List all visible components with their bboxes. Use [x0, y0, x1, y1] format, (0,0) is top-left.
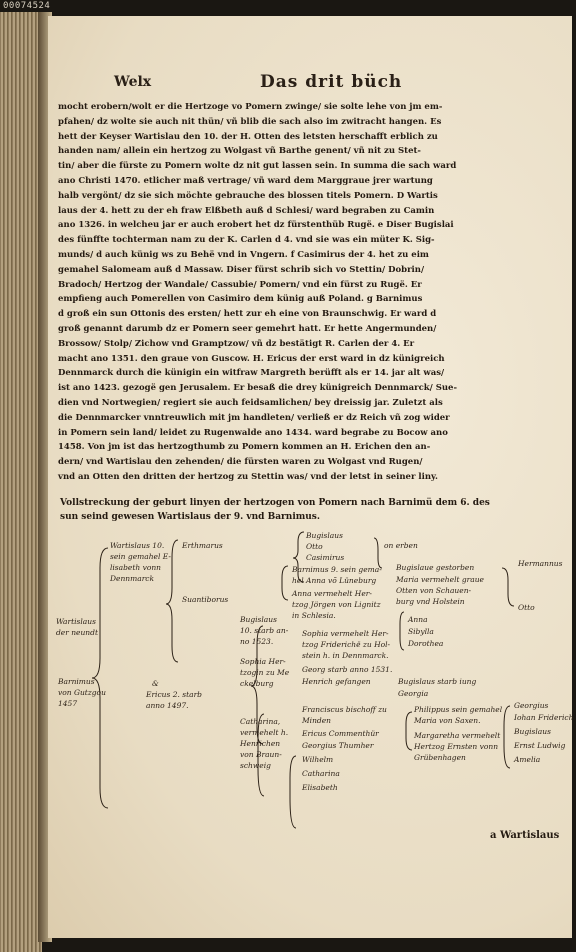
text-line: munds/ d auch künig ws zu Behë vnd in Vngern. f Casimirus der 4. het zu eim	[58, 249, 429, 260]
node-line: Wartislaus 10.	[110, 541, 165, 550]
page-number: Welx	[114, 74, 152, 90]
node-georgius-thumher: Georgius Thumher	[302, 741, 374, 750]
node-line: tzog Friderichë zu Hol-	[302, 640, 391, 649]
text-line: die Dennmarcker vnntreuwlich mit jm handleten/ verließ er dz Reich vñ zog wider	[58, 412, 450, 423]
node-ericus-commenthur: Ericus Commenthür	[302, 729, 379, 738]
node-henrich-gefangen: Henrich gefangen	[302, 677, 371, 686]
brace-anna	[400, 612, 404, 650]
node-line: Henrichen	[240, 739, 281, 748]
node-line: &	[152, 679, 159, 688]
node-line: Catharina,	[240, 717, 281, 726]
node-line: Bugislaus	[306, 531, 343, 540]
node-line: Barnimus	[58, 677, 95, 686]
node-line: Margaretha vermehelt	[414, 731, 501, 740]
text-line: Bradoch/ Hertzog der Wandale/ Cassubie/ Pomern/ vnd ein fürst zu Rugë. Er	[58, 279, 422, 290]
node-line: ckelburg	[240, 679, 274, 688]
node-sophia-friderich	[302, 628, 390, 661]
node-line: Barnimus 9. sein gema-	[292, 565, 382, 574]
node-line: 1457	[58, 699, 78, 708]
node-line: Sophia vermehelt Her-	[302, 629, 389, 638]
node-amelia: Amelia	[514, 755, 541, 764]
node-bugislaus-iung: Bugislaus starb iung	[398, 677, 477, 686]
node-line: vermehelt h.	[240, 728, 289, 737]
node-erthmarus: Erthmarus	[182, 541, 223, 550]
node-georgia: Georgia	[398, 689, 429, 698]
node-line: Wartislaus	[56, 617, 96, 626]
node-line: schweig	[240, 761, 271, 770]
brace-franciscus	[290, 756, 296, 828]
node-margaretha	[414, 730, 500, 763]
node-line: Ericus 2. starb	[146, 690, 202, 699]
node-catharina: Catharina	[302, 769, 340, 778]
running-head: Das drit büch	[260, 72, 403, 92]
body-text	[58, 100, 508, 485]
node-line: Casimirus	[306, 553, 345, 562]
text-line: Brossow/ Stolp/ Zichow vnd Gramptzow/ vñ dz bestätigt R. Carlen der 4. Er	[58, 338, 415, 349]
text-line: macht ano 1351. den graue von Guscow. H. Ericus der erst ward in dz künigreich	[58, 353, 445, 364]
text-line: ano Christi 1470. etlicher maß vertrage/ vñ ward dem Marggraue jrer wartung	[58, 175, 433, 186]
node-elisabeth: Elisabeth	[302, 783, 338, 792]
text-line: pfahen/ dz wolte sie auch nit thün/ vñ blib die sach also im zwitracht hangen. Es	[58, 116, 442, 127]
node-bugislaus-gestorben: Bugislaue gestorben	[396, 563, 475, 572]
node-line: Bugislaus	[240, 615, 277, 624]
node-sophia-meckelburg	[240, 656, 289, 689]
node-line: von Braun-	[240, 750, 282, 759]
node-bugislaus-10	[240, 614, 288, 647]
node-on-erben: on erben	[384, 541, 418, 550]
node-wilhelm: Wilhelm	[302, 755, 334, 764]
node-line: in Schlesia.	[292, 611, 336, 620]
text-line: Dennmarck durch die künigin ein witfraw Margreth berüfft als er 14. jar alt was/	[58, 368, 445, 379]
node-line: anno 1497.	[146, 701, 189, 710]
node-suantiborus: Suantiborus	[182, 595, 229, 604]
node-line: Maria vermehelt graue	[396, 575, 484, 584]
node-line: no 1523.	[240, 637, 274, 646]
node-line: Sophia Her-	[240, 657, 286, 666]
node-bugislaus: Bugislaus	[514, 727, 551, 736]
node-line: Hertzog Ernsten vonn	[414, 742, 499, 751]
scan-id-label: 00074524	[3, 1, 51, 11]
node-philippus	[414, 704, 502, 726]
node-line: von Gutzgou	[58, 688, 106, 697]
node-franciscus	[302, 704, 387, 726]
text-line: dien vnd Nortwegien/ regiert sie auch feidsamlichen/ bey dreissig jar. Zuletzt als	[58, 397, 443, 408]
node-wartislaus-10	[110, 540, 171, 584]
text-line: gemahel Salomeam auß d Massaw. Diser fürst schrib sich vo Stettin/ Dobrin/	[58, 264, 425, 275]
node-line: Minden	[302, 716, 331, 725]
node-ernst-ludwig: Ernst Ludwig	[514, 741, 566, 750]
node-anna: Anna	[408, 615, 428, 624]
brace-philippus-kids	[504, 706, 510, 768]
node-georg-1531: Georg starb anno 1531.	[302, 665, 393, 674]
node-line: sein gemahel E-	[110, 552, 171, 561]
node-line: lisabeth vonn	[110, 563, 161, 572]
text-line: laus der 4. hett zu der eh fraw Elßbeth auß d Schlesi/ ward begraben zu Camin	[58, 205, 435, 216]
node-georgius: Georgius	[514, 701, 549, 710]
text-line: in Pomern sein land/ leidet zu Rugenwalde ano 1434. ward begrabe zu Bocow ano	[58, 427, 448, 438]
node-line: Otto	[306, 542, 323, 551]
book-edge	[0, 12, 42, 952]
node-line: burg vnd Holstein	[396, 597, 465, 606]
brace-hermannus	[502, 568, 514, 606]
node-line: Grübenhagen	[414, 753, 466, 762]
node-anna-lignitz	[292, 588, 381, 621]
node-line: stein h. in Dennmarck.	[302, 651, 389, 660]
text-line: dern/ vnd Wartislau den zehenden/ die fürsten waren zu Wolgast vnd Rugen/	[58, 457, 423, 468]
node-line: hel Anna võ Lüneburg	[292, 576, 377, 585]
brace-philippus	[406, 712, 412, 750]
node-line: 10. starb an-	[240, 626, 289, 635]
text-line: hett der Keyser Wartislau den 10. der H. Otten des letsten herschafft erblich zu	[58, 131, 438, 142]
node-hermannus: Hermannus	[518, 559, 563, 568]
node-iohan-friderich: Iohan Friderich	[514, 713, 574, 722]
text-line: vnd an Otten den dritten der hertzog zu Stettin was/ vnd der letst in seiner liny.	[58, 471, 438, 482]
node-line: der neundt	[56, 628, 98, 637]
text-line: des fünffte tochterman nam zu der K. Carlen d 4. vnd sie was ein müter K. Sig-	[58, 235, 435, 246]
genealogy-tree	[48, 528, 572, 848]
genealogy-heading: Vollstreckung der geburt linyen der hertzogen von Pomern nach Barnimü dem 6. des sun seind gewesen Wartislaus der 9. vnd Barnimus.	[60, 498, 490, 522]
catchword: a Wartislaus	[490, 830, 560, 841]
text-line: handen nam/ allein ein hertzog zu Wolgast vñ Barthe genent/ vñ nit zu Stet-	[58, 146, 421, 157]
node-catharina-braunschweig	[240, 716, 288, 771]
node-line: Franciscus bischoff zu	[302, 705, 387, 714]
node-dorothea: Dorothea	[408, 639, 444, 648]
text-line: 1458. Von jm ist das hertzogthumb zu Pomern kommen an H. Erichen den an-	[58, 442, 431, 453]
node-otto: Otto	[518, 603, 535, 612]
node-line: tzog Jörgen von Lignitz	[292, 600, 381, 609]
text-line: tin/ aber die fürste zu Pomern wolte dz nit gut lassen sein. In summa die sach ward	[58, 161, 457, 172]
text-line: d groß ein sun Ottonis des ersten/ hett zur eh eine von Braunschwig. Er ward d	[58, 309, 437, 320]
text-line: ist ano 1423. gezogë gen Jerusalem. Er besaß die drey künigreich Dennmarck/ Sue-	[58, 383, 457, 394]
node-line: Maria von Saxen.	[414, 716, 481, 725]
node-barnimus-9	[292, 564, 382, 586]
node-root-wartislaus	[56, 616, 98, 638]
text-line: halb vergönt/ dz sie sich möchte gebrauche des blossen titels Pomern. D Wartis	[58, 190, 438, 201]
text-line: groß genannt darumb dz er Pomern seer gemehrt hatt. Er hette Angermunden/	[58, 323, 437, 334]
brace-barnimus	[282, 566, 288, 600]
node-bugislaus-sons	[306, 530, 344, 563]
node-maria-schauenburg	[396, 574, 484, 607]
node-line: Philippus sein gemahel	[414, 705, 503, 714]
node-line: Anna vermehelt Her-	[292, 589, 372, 598]
node-root-barnimus	[58, 676, 106, 709]
node-line: Dennmarck	[110, 574, 155, 583]
text-line: ano 1326. in welcheu jar er auch erobert het dz fürstenthüb Rugë. e Diser Bugislai	[58, 220, 454, 231]
text-line: empfieng auch Pomerellen von Casimiro dem künig auß Poland. g Barnimus	[58, 294, 423, 305]
node-line: tzogin zu Me	[240, 668, 290, 677]
text-line: mocht erobern/wolt er die Hertzoge vo Pomern zwinge/ sie solte lehe von jm em-	[58, 102, 443, 112]
node-line: Otten von Schauen-	[396, 586, 472, 595]
node-ericus-2	[146, 678, 202, 711]
book-page	[48, 16, 572, 938]
node-sibylla: Sibylla	[408, 627, 434, 636]
